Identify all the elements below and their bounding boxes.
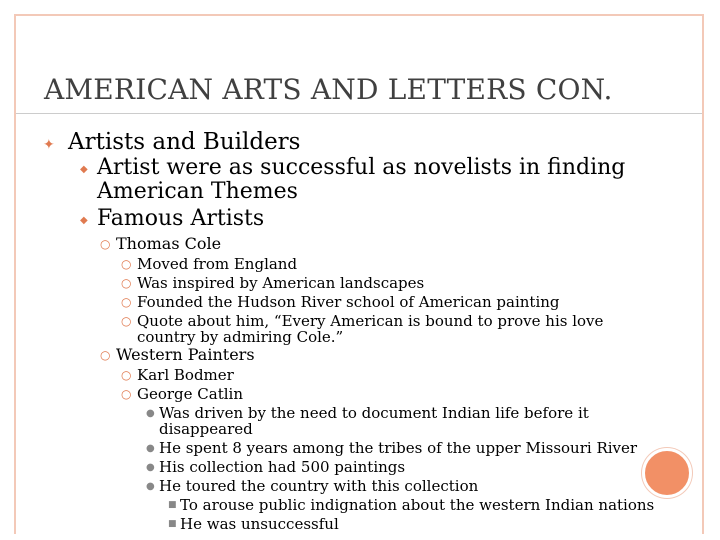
circle-icon: ○ [100,348,111,362]
dot-icon: ● [146,443,155,454]
bullet-item: Was inspired by American landscapes [137,274,425,292]
bullet-item-continuation: country by admiring Cole.” [137,328,344,346]
diamond-icon: ◆ [80,215,88,226]
dot-icon: ● [146,481,155,492]
bullet-item: Moved from England [137,255,298,273]
bullet-item-continuation: American Themes [97,179,298,204]
bullet-item: To arouse public indignation about the western Indian nations [180,496,655,514]
bullet-item: Thomas Cole [116,234,222,253]
bullet-item: Founded the Hudson River school of American painting [137,293,560,311]
square-icon: ■ [168,500,177,510]
bullet-item: Karl Bodmer [137,366,234,384]
circle-icon: ○ [121,257,132,271]
circle-icon: ○ [121,276,132,290]
bullet-item: Artists and Builders [68,129,301,155]
bullet-item: George Catlin [137,385,244,403]
bullet-item: Famous Artists [97,206,265,231]
bullet-item: He spent 8 years among the tribes of the upper Missouri River [159,439,638,457]
circle-icon: ○ [100,237,111,251]
bullet-item: Quote about him, “Every American is bound to prove his love [137,312,604,330]
circle-icon: ○ [121,387,132,401]
bullet-item: Western Painters [116,345,255,364]
bullet-item: He was unsuccessful [180,515,339,533]
square-icon: ■ [168,519,177,529]
slide-title: AMERICAN ARTS AND LETTERS CON. [44,73,613,106]
bullet-item: Artist were as successful as novelists in finding [97,155,626,180]
circle-icon: ○ [121,368,132,382]
circle-icon: ○ [121,314,132,328]
bullet-item: He toured the country with this collection [159,477,479,495]
circle-icon: ○ [121,295,132,309]
bullet-item: Was driven by the need to document Indian life before it [159,404,589,422]
bullet-item: His collection had 500 paintings [159,458,406,476]
dot-icon: ● [146,462,155,473]
bullet-item-continuation: disappeared [159,420,253,438]
dot-icon: ● [146,408,155,419]
star-icon: ✦ [43,137,55,153]
diamond-icon: ◆ [80,164,88,175]
